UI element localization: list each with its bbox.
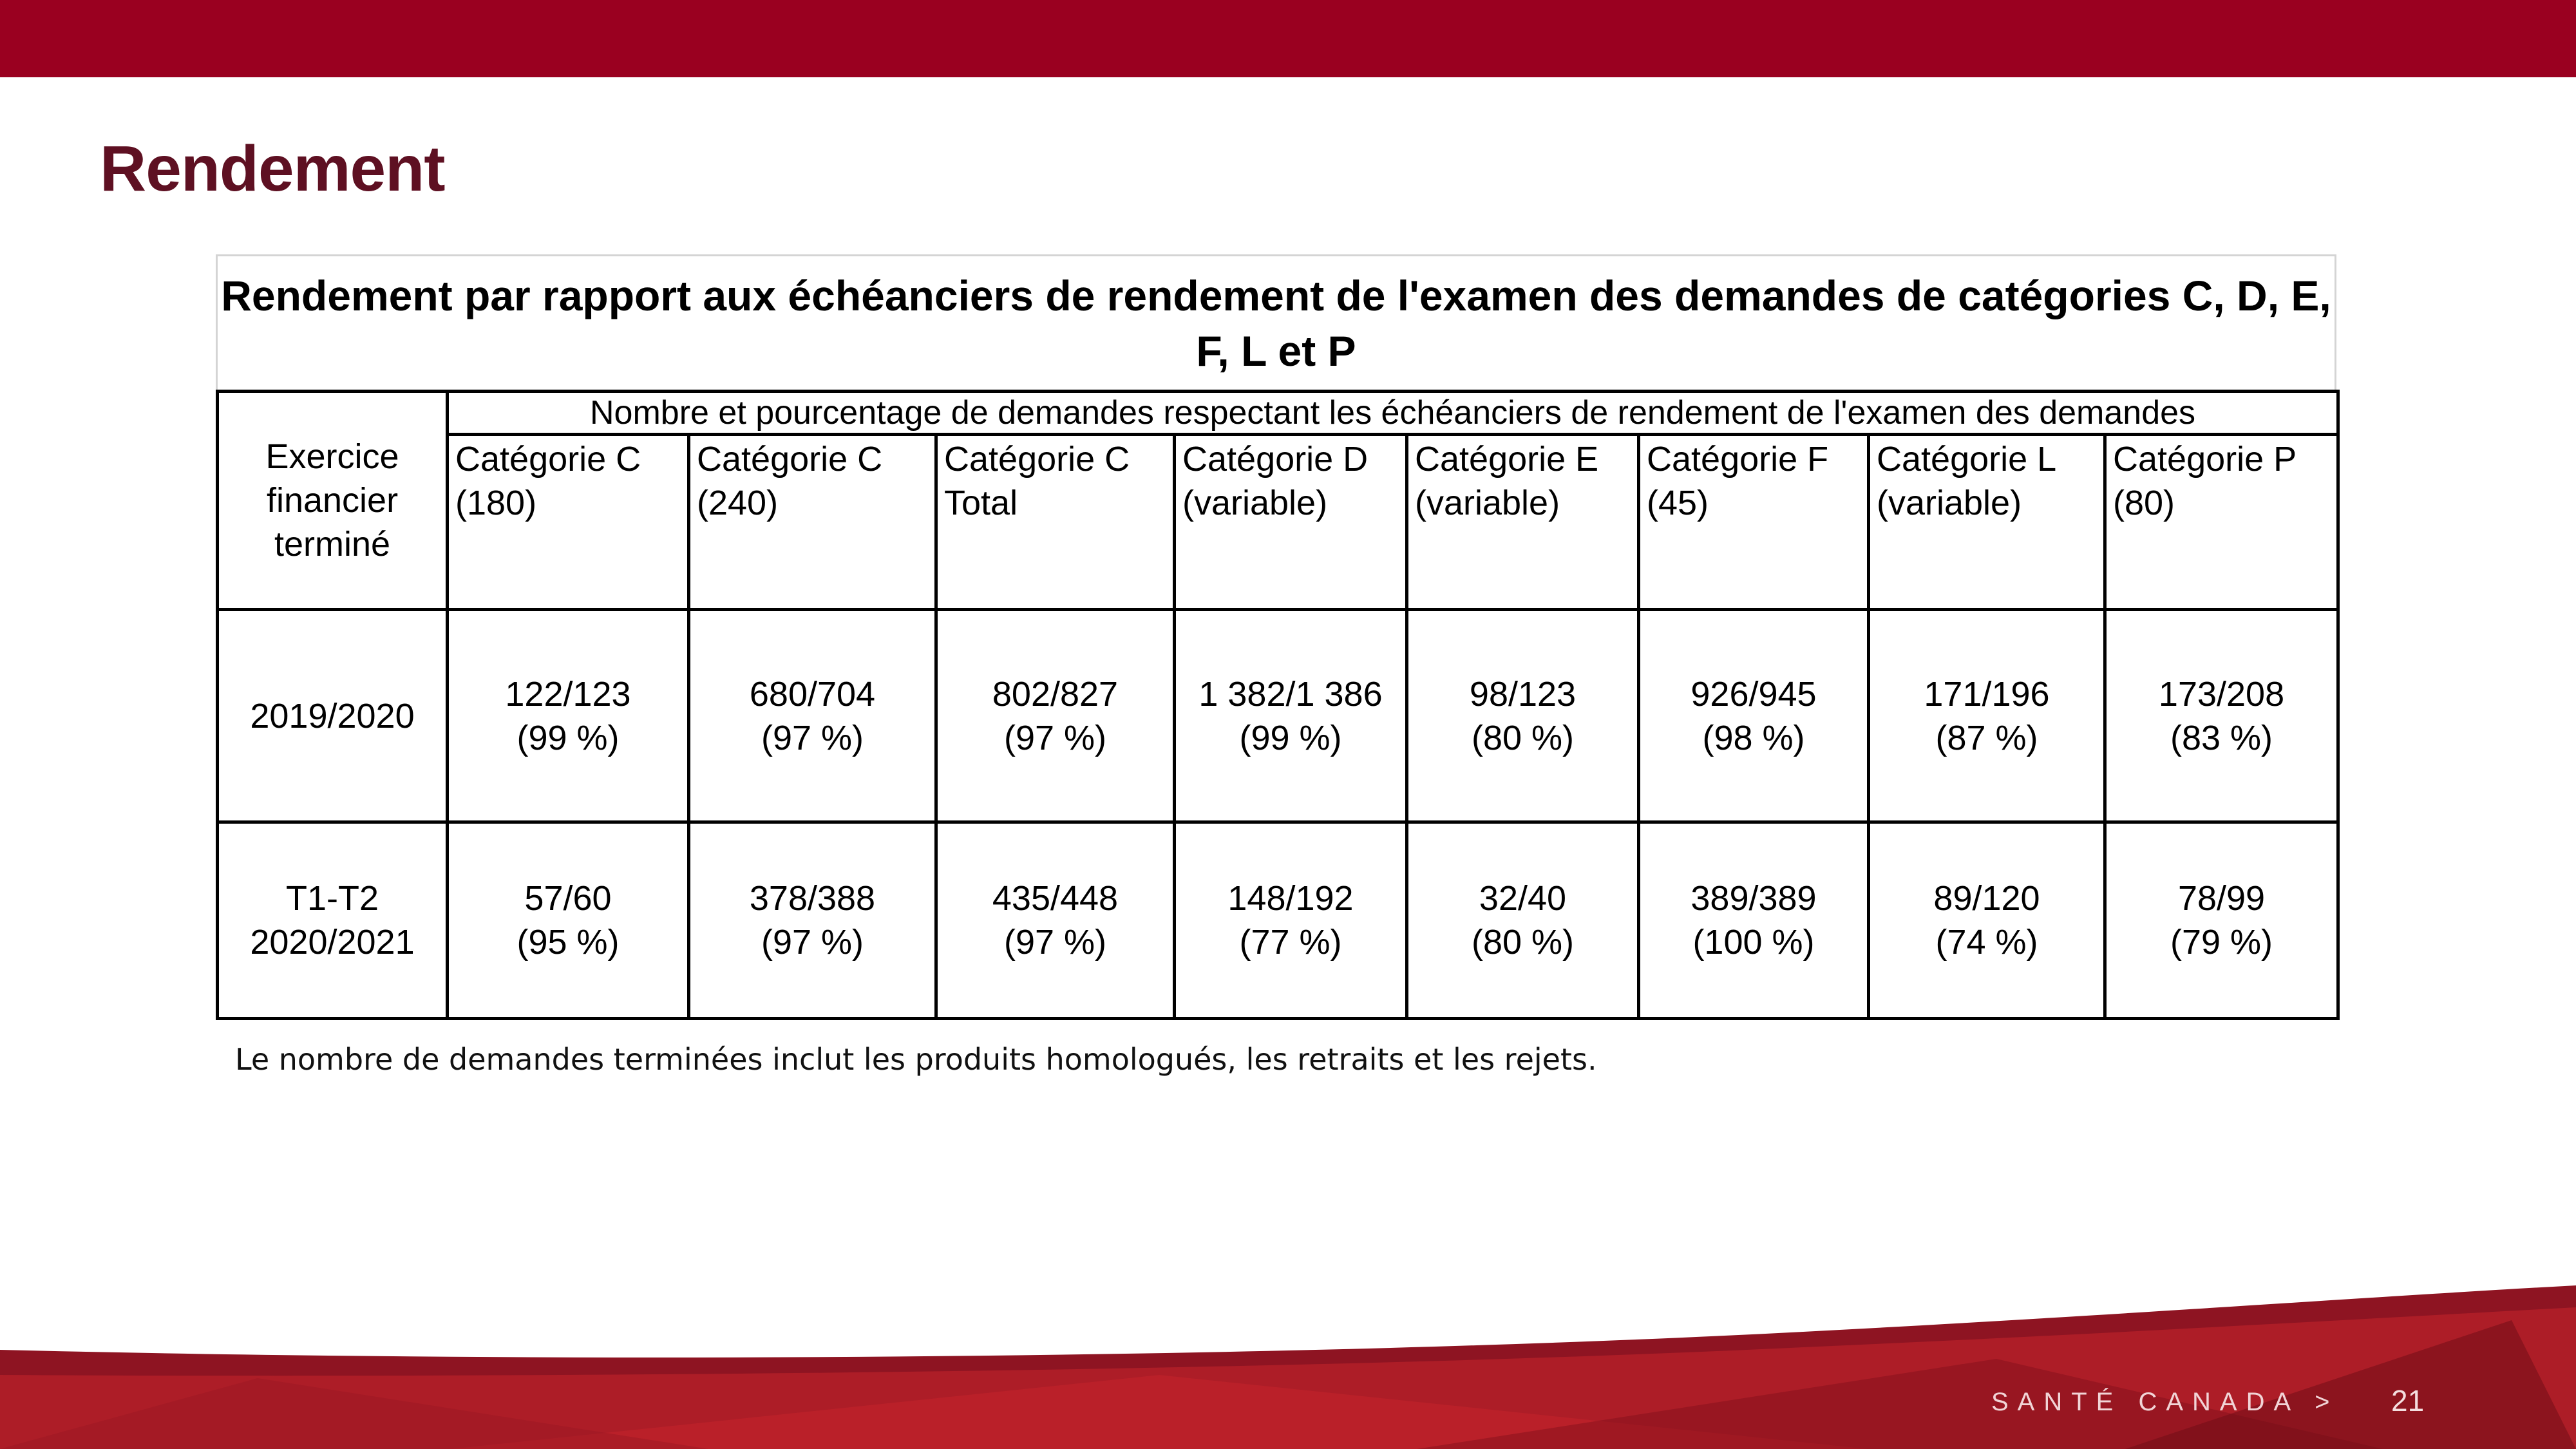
category-sub: (variable) <box>1415 484 1560 522</box>
cell-percent: (100 %) <box>1692 923 1815 961</box>
cell-count: 98/123 <box>1469 674 1577 714</box>
data-cell <box>448 610 689 822</box>
fiscal-year-line: T1-T2 <box>285 879 379 918</box>
data-cell <box>2105 822 2338 1019</box>
cell-percent: (80 %) <box>1471 923 1575 961</box>
top-banner <box>0 0 2576 77</box>
table-caption: Rendement par rapport aux échéanciers de rendement de l'examen des demandes de catégories C, D, E, F, L et P <box>216 254 2336 390</box>
category-name: Catégorie D <box>1182 440 1368 478</box>
category-sub: (240) <box>697 484 779 522</box>
cell-percent: (97 %) <box>761 718 864 757</box>
category-header-row <box>218 435 2338 610</box>
data-cell <box>1175 822 1407 1019</box>
fiscal-year-cell <box>218 822 448 1019</box>
category-name: Catégorie C <box>944 440 1130 478</box>
cell-percent: (87 %) <box>1935 718 2038 757</box>
cell-percent: (80 %) <box>1471 718 1575 757</box>
cell-count: 389/389 <box>1690 879 1817 918</box>
category-name: Catégorie C <box>697 440 883 478</box>
cell-percent: (97 %) <box>1003 718 1107 757</box>
category-sub: (variable) <box>1877 484 2022 522</box>
cell-count: 171/196 <box>1924 674 2050 714</box>
group-header: Nombre et pourcentage de demandes respectant les échéanciers de rendement de l'examen des demandes <box>448 392 2338 435</box>
cell-count: 89/120 <box>1933 879 2040 918</box>
footer-brand-text: SANTÉ CANADA > <box>1991 1388 2339 1416</box>
data-cell <box>936 610 1175 822</box>
footer-banner <box>0 1262 2576 1449</box>
fiscal-year-cell <box>218 610 448 822</box>
data-cell <box>1175 610 1407 822</box>
cell-percent: (98 %) <box>1702 718 1805 757</box>
data-cell <box>1407 822 1639 1019</box>
page-number: 21 <box>2391 1384 2425 1417</box>
footnote: Le nombre de demandes terminées inclut les produits homologués, les retraits et les rejets. <box>235 1042 1597 1077</box>
category-header <box>2105 435 2338 610</box>
data-cell <box>448 822 689 1019</box>
cell-count: 32/40 <box>1479 879 1567 918</box>
cell-percent: (97 %) <box>1003 923 1107 961</box>
fiscal-year-line: 2019/2020 <box>250 696 415 735</box>
cell-count: 122/123 <box>505 674 631 714</box>
cell-count: 57/60 <box>524 879 612 918</box>
cell-percent: (83 %) <box>2170 718 2273 757</box>
fiscal-year-line: 2020/2021 <box>250 923 415 961</box>
category-sub: (45) <box>1647 484 1709 522</box>
category-header <box>1869 435 2105 610</box>
performance-table <box>216 390 2340 1020</box>
cell-count: 1 382/1 386 <box>1198 674 1383 714</box>
cell-count: 926/945 <box>1690 674 1817 714</box>
cell-percent: (97 %) <box>761 923 864 961</box>
data-cell <box>1407 610 1639 822</box>
data-cell <box>1639 822 1869 1019</box>
category-header <box>936 435 1175 610</box>
table-row <box>218 822 2338 1019</box>
cell-count: 173/208 <box>2158 674 2285 714</box>
category-name: Catégorie E <box>1415 440 1599 478</box>
cell-count: 378/388 <box>749 879 876 918</box>
cell-count: 78/99 <box>2177 879 2266 918</box>
cell-percent: (77 %) <box>1239 923 1342 961</box>
data-cell <box>936 822 1175 1019</box>
data-cell <box>1639 610 1869 822</box>
category-sub: (variable) <box>1182 484 1328 522</box>
data-cell <box>689 610 936 822</box>
performance-table-container <box>216 254 2336 1020</box>
category-sub: Total <box>944 484 1018 522</box>
cell-count: 802/827 <box>992 674 1119 714</box>
table-header-row <box>218 392 2338 435</box>
table-row <box>218 610 2338 822</box>
cell-percent: (74 %) <box>1935 923 2038 961</box>
category-name: Catégorie F <box>1647 440 1829 478</box>
category-header <box>689 435 936 610</box>
cell-count: 680/704 <box>749 674 876 714</box>
fiscal-year-header-line: Exercice <box>265 437 399 476</box>
category-sub: (180) <box>455 484 537 522</box>
fiscal-year-header <box>218 392 448 610</box>
data-cell <box>689 822 936 1019</box>
slide-title: Rendement <box>100 133 445 205</box>
category-name: Catégorie P <box>2113 440 2297 478</box>
footer-swoosh-graphic <box>0 1262 2576 1449</box>
fiscal-year-header-line: financier <box>266 481 399 520</box>
fiscal-year-header-line: terminé <box>274 525 391 564</box>
cell-percent: (95 %) <box>516 923 620 961</box>
category-sub: (80) <box>2113 484 2175 522</box>
cell-count: 148/192 <box>1227 879 1354 918</box>
data-cell <box>2105 610 2338 822</box>
category-header <box>1639 435 1869 610</box>
cell-percent: (99 %) <box>516 718 620 757</box>
category-header <box>1407 435 1639 610</box>
cell-count: 435/448 <box>992 879 1119 918</box>
cell-percent: (99 %) <box>1239 718 1342 757</box>
category-name: Catégorie C <box>455 440 641 478</box>
category-header <box>1175 435 1407 610</box>
data-cell <box>1869 822 2105 1019</box>
cell-percent: (79 %) <box>2170 923 2273 961</box>
category-name: Catégorie L <box>1877 440 2057 478</box>
data-cell <box>1869 610 2105 822</box>
category-header <box>448 435 689 610</box>
